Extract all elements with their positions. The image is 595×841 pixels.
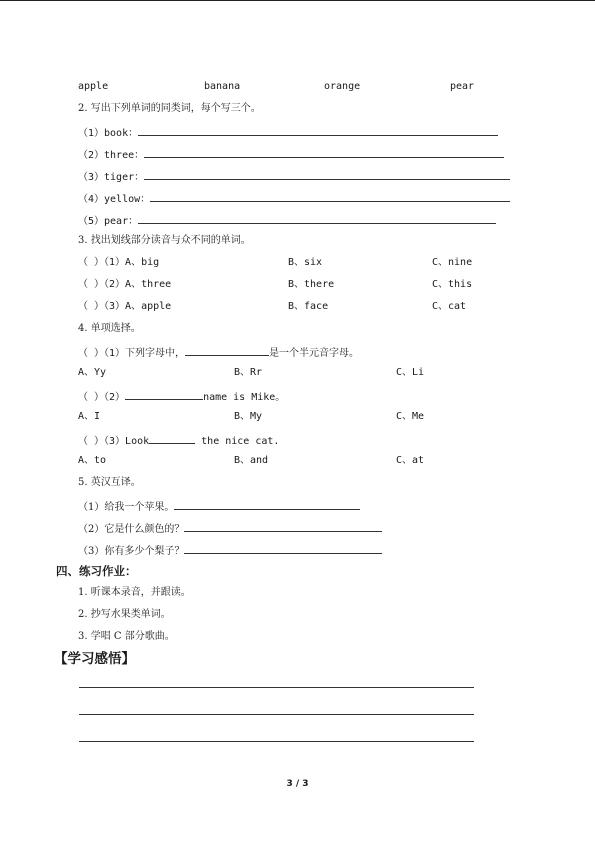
q3-row-1-b: B、six bbox=[288, 257, 323, 268]
q4-question-2: （ ）（2） name is Mike。 bbox=[78, 389, 285, 404]
q3-row-3-b: B、face bbox=[288, 301, 329, 312]
q2-item-3: （3）tiger： bbox=[78, 169, 510, 184]
q4-q1-option-a: A、Yy bbox=[78, 367, 107, 378]
q4-q2-option-c: C、Me bbox=[396, 411, 425, 422]
writing-line[interactable] bbox=[79, 714, 474, 715]
q3-row-3: （ ）（3）A、apple bbox=[78, 301, 172, 312]
q4-q3-option-c: C、at bbox=[396, 455, 425, 466]
q2-title: 2. 写出下列单词的同类词，每个写三个。 bbox=[78, 103, 261, 114]
q3-row-3-c: C、cat bbox=[432, 301, 467, 312]
q3-row-1-c: C、nine bbox=[432, 257, 473, 268]
homework-item-2: 2. 抄写水果类单词。 bbox=[78, 609, 171, 620]
answer-blank[interactable] bbox=[138, 125, 498, 136]
q4-q1-option-c: C、Li bbox=[396, 367, 425, 378]
reflection-title: 【学习感悟】 bbox=[54, 651, 135, 667]
word-banana: banana bbox=[204, 81, 241, 92]
q4-q1-option-b: B、Rr bbox=[234, 367, 263, 378]
q5-item-2: （2）它是什么颜色的？ bbox=[78, 521, 382, 536]
answer-blank[interactable] bbox=[144, 147, 504, 158]
answer-blank[interactable] bbox=[138, 213, 496, 224]
q4-q2-option-a: A、I bbox=[78, 411, 101, 422]
q5-item-3: （3）你有多少个梨子？ bbox=[78, 543, 382, 558]
writing-line[interactable] bbox=[79, 687, 474, 688]
q3-row-1: （ ）（1）A、big bbox=[78, 257, 160, 268]
word-pear: pear bbox=[450, 81, 475, 92]
answer-blank[interactable] bbox=[184, 521, 382, 532]
answer-blank[interactable] bbox=[185, 345, 269, 356]
homework-item-1: 1. 听课本录音，并跟读。 bbox=[78, 587, 191, 598]
page-number: 3 / 3 bbox=[286, 779, 309, 789]
q5-title: 5. 英汉互译。 bbox=[78, 477, 141, 488]
q3-row-2: （ ）（2）A、three bbox=[78, 279, 172, 290]
q4-q2-option-b: B、My bbox=[234, 411, 263, 422]
q4-question-3: （ ）（3）Look the nice cat. bbox=[78, 433, 279, 448]
q4-title: 4. 单项选择。 bbox=[78, 323, 141, 334]
word-orange: orange bbox=[324, 81, 361, 92]
section-homework-title: 四、练习作业： bbox=[56, 564, 137, 578]
q2-item-2: （2）three： bbox=[78, 147, 504, 162]
homework-item-3: 3. 学唱 C 部分歌曲。 bbox=[78, 631, 175, 642]
top-border bbox=[0, 0, 595, 1]
q2-item-1: （1）book： bbox=[78, 125, 498, 140]
q2-item-5: （5）pear： bbox=[78, 213, 496, 228]
writing-line[interactable] bbox=[79, 741, 474, 742]
q4-q3-option-b: B、and bbox=[234, 455, 269, 466]
q3-title: 3. 找出划线部分读音与众不同的单词。 bbox=[78, 235, 251, 246]
answer-blank[interactable] bbox=[149, 433, 195, 444]
q3-row-2-b: B、there bbox=[288, 279, 335, 290]
answer-blank[interactable] bbox=[125, 389, 203, 400]
q3-row-2-c: C、this bbox=[432, 279, 473, 290]
answer-blank[interactable] bbox=[174, 499, 360, 510]
answer-blank[interactable] bbox=[184, 543, 382, 554]
answer-blank[interactable] bbox=[150, 191, 510, 202]
word-apple: apple bbox=[78, 81, 109, 92]
answer-blank[interactable] bbox=[144, 169, 510, 180]
q5-item-1: （1）给我一个苹果。 bbox=[78, 499, 360, 514]
q4-q3-option-a: A、to bbox=[78, 455, 107, 466]
q2-item-4: （4）yellow： bbox=[78, 191, 510, 206]
q4-question-1: （ ）（1）下列字母中， 是一个半元音字母。 bbox=[78, 345, 359, 360]
